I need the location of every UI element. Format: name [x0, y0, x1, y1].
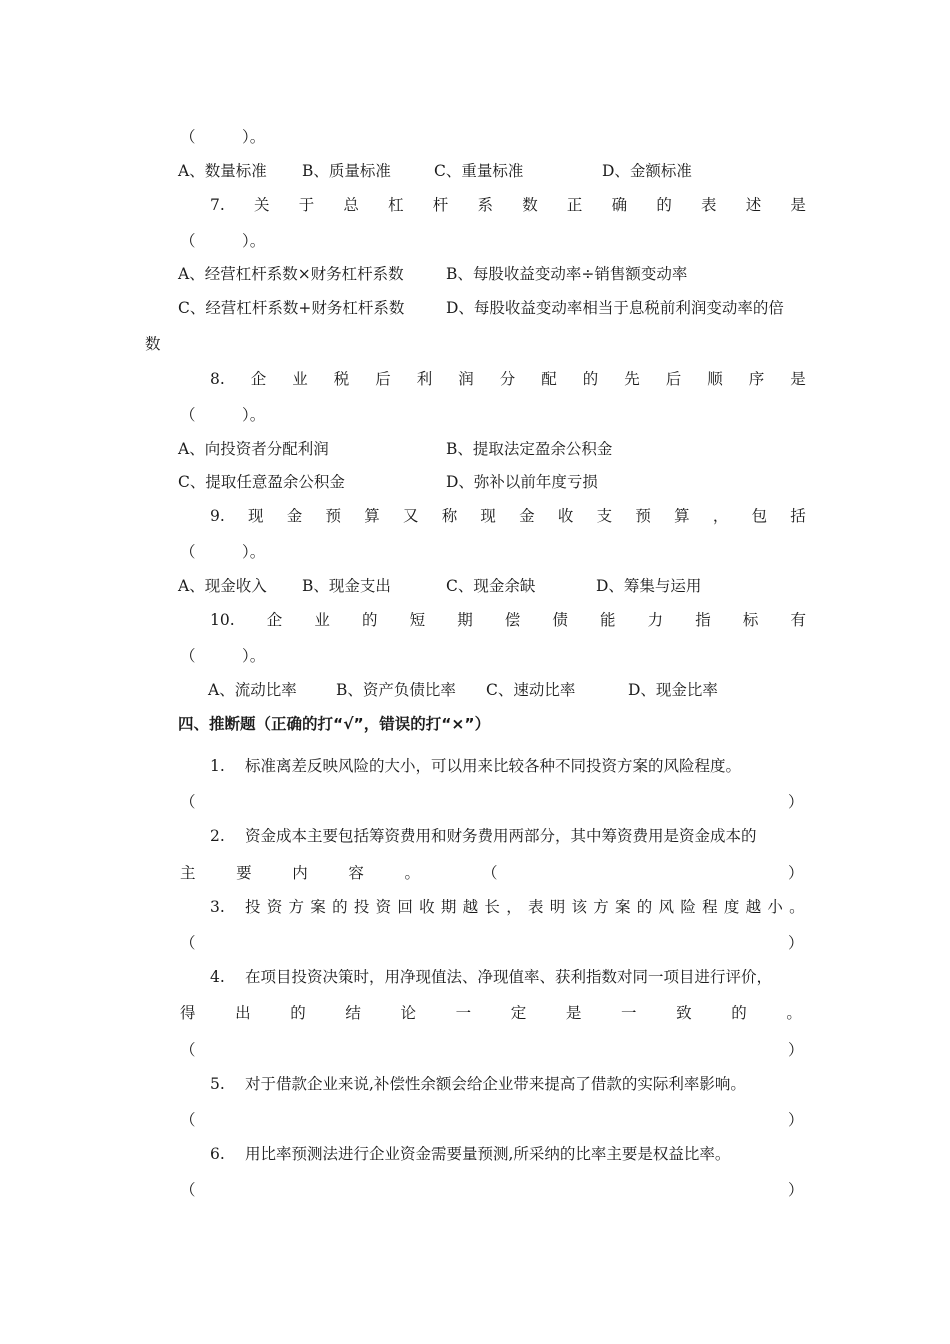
judge-item-3-number: 3.	[210, 898, 225, 916]
judge-item-4-open-paren: （	[180, 1041, 196, 1059]
judge-item-2-close-paren: ）	[788, 864, 804, 882]
judge-item-1-text: 标准离差反映风险的大小，可以用来比较各种不同投资方案的风险程度。	[245, 757, 742, 775]
judge-item-4-number: 4.	[210, 968, 225, 986]
judge-item-2-wrap: 主 要 内 容 。	[180, 864, 420, 882]
judge-item-4-wrap: 得 出 的 结 论 一 定 是 一 致 的 。	[180, 1004, 802, 1022]
q9-option-b: B、现金支出	[302, 577, 391, 595]
q9-answer-blank: （ ）。	[180, 543, 266, 561]
q6-answer-blank: （ ）。	[180, 128, 266, 146]
q6-option-b: B、质量标准	[302, 162, 391, 180]
q9-option-a: A、现金收入	[178, 577, 267, 595]
judge-item-1-open-paren: （	[180, 793, 196, 811]
judge-item-1-close-paren: ）	[788, 793, 804, 811]
judge-item-3-text: 投 资 方 案 的 投 资 回 收 期 越 长 ， 表 明 该 方 案 的 风 险 程 度 越 小 。	[245, 898, 805, 916]
q10-option-a: A、流动比率	[208, 681, 297, 699]
q8-option-b: B、提取法定盈余公积金	[446, 440, 613, 458]
judge-item-2-text: 资金成本主要包括筹资费用和财务费用两部分，其中筹资费用是资金成本的	[245, 827, 757, 845]
q8-option-d: D、弥补以前年度亏损	[446, 473, 598, 491]
q8-answer-blank: （ ）。	[180, 406, 266, 424]
q7-option-d-wrap: 数	[145, 335, 161, 353]
q9-option-c: C、现金余缺	[446, 577, 536, 595]
judge-item-5-open-paren: （	[180, 1111, 196, 1129]
q9-option-d: D、筹集与运用	[596, 577, 702, 595]
q8-option-a: A、向投资者分配利润	[178, 440, 329, 458]
judge-item-5-number: 5.	[210, 1075, 225, 1093]
judge-item-6-number: 6.	[210, 1145, 225, 1163]
q7-stem: 7. 关 于 总 杠 杆 系 数 正 确 的 表 述 是	[210, 196, 806, 214]
judge-item-6-text: 用比率预测法进行企业资金需要量预测,所采纳的比率主要是权益比率。	[245, 1145, 731, 1163]
q8-option-c: C、提取任意盈余公积金	[178, 473, 345, 491]
q6-option-a: A、数量标准	[178, 162, 267, 180]
q7-option-c: C、经营杠杆系数+财务杠杆系数	[178, 299, 405, 317]
section-heading: 四、推断题（正确的打“√”，错误的打“×”）	[178, 715, 491, 733]
q7-answer-blank: （ ）。	[180, 232, 266, 250]
judge-item-4-close-paren: ）	[788, 1041, 804, 1059]
q10-option-b: B、资产负债比率	[336, 681, 456, 699]
q9-stem: 9. 现 金 预 算 又 称 现 金 收 支 预 算 ， 包 括	[210, 507, 806, 525]
judge-item-5-close-paren: ）	[788, 1111, 804, 1129]
q8-stem: 8. 企 业 税 后 利 润 分 配 的 先 后 顺 序 是	[210, 370, 806, 388]
q10-stem: 10. 企 业 的 短 期 偿 债 能 力 指 标 有	[210, 611, 806, 629]
judge-item-6-open-paren: （	[180, 1181, 196, 1199]
judge-item-3-open-paren: （	[180, 934, 196, 952]
judge-item-6-close-paren: ）	[788, 1181, 804, 1199]
judge-item-5-text: 对于借款企业来说,补偿性余额会给企业带来提高了借款的实际利率影响。	[245, 1075, 746, 1093]
q7-option-a: A、经营杠杆系数×财务杠杆系数	[178, 265, 404, 283]
judge-item-4-text: 在项目投资决策时，用净现值法、净现值率、获利指数对同一项目进行评价，	[245, 968, 773, 986]
q6-option-c: C、重量标准	[434, 162, 524, 180]
q6-option-d: D、金额标准	[602, 162, 692, 180]
q10-answer-blank: （ ）。	[180, 647, 266, 665]
q7-option-d: D、每股收益变动率相当于息税前利润变动率的倍	[446, 299, 784, 317]
q7-option-b: B、每股收益变动率÷销售额变动率	[446, 265, 688, 283]
judge-item-1-number: 1.	[210, 757, 225, 775]
q10-option-c: C、速动比率	[486, 681, 576, 699]
judge-item-2-open-paren: （	[482, 864, 498, 882]
q10-option-d: D、现金比率	[628, 681, 718, 699]
judge-item-3-close-paren: ）	[788, 934, 804, 952]
judge-item-2-number: 2.	[210, 827, 225, 845]
